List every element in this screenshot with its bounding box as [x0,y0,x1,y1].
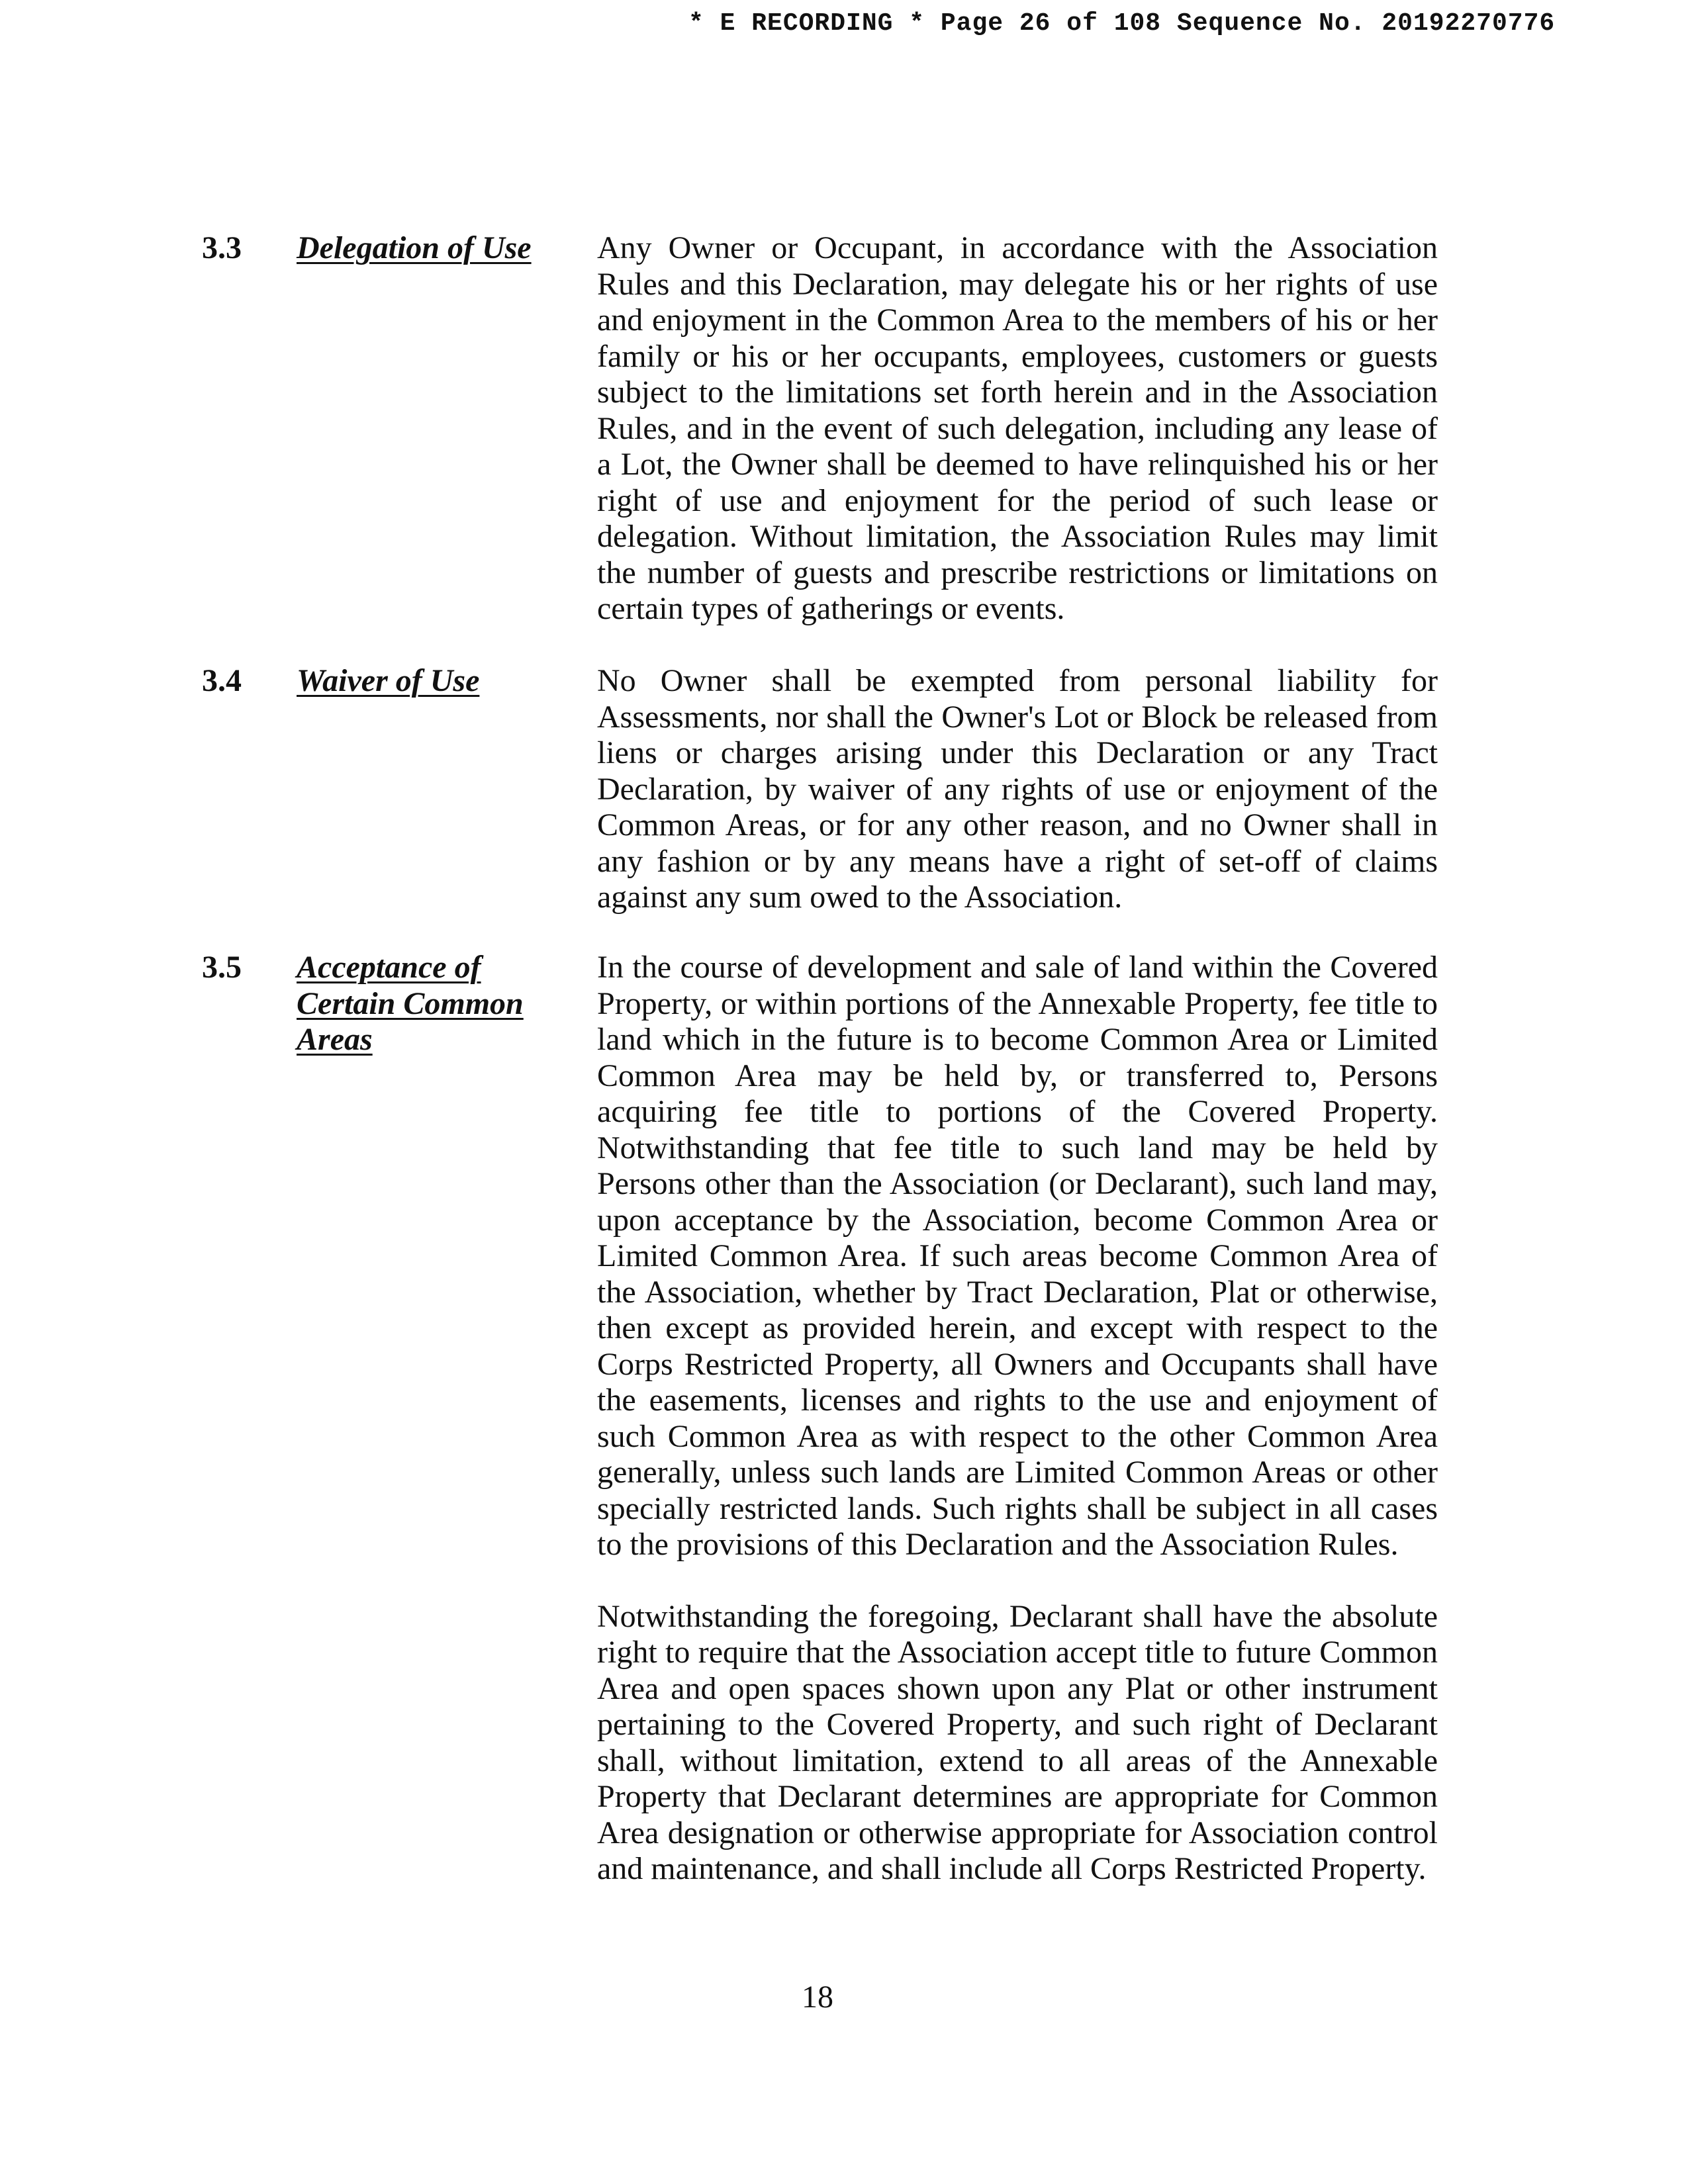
recording-header: * E RECORDING * Page 26 of 108 Sequence No. 20192270776 [688,9,1556,38]
section-paragraph: In the course of development and sale of land within the Covered Property, or within portions of the Annexable Property, fee title to land which in the future is to become Common Area or Limited Common Area may be held by, or transferred to, Persons acquiring fee title to portions of the Covered Property. Notwithstanding that fee title to such land may be held by Persons other than the Association (or Declarant), such land may, upon acceptance by the Association, become Common Area or Limited Common Area. If such areas become Common Area of the Association, whether by Tract Declaration, Plat or otherwise, then except as provided herein, and except with respect to the Corps Restricted Property, all Owners and Occupants shall have the easements, licenses and rights to the use and enjoyment of such Common Area as with respect to the other Common Area generally, unless such lands are Limited Common Areas or other specially restricted lands. Such rights shall be subject in all cases to the provisions of this Declaration and the Association Rules. [597,950,1438,1562]
section-title: Delegation of Use [297,230,532,265]
section-body [597,950,1438,1888]
section-title: Acceptance of Certain Common Areas [297,950,524,1057]
section-title: Waiver of Use [297,663,480,698]
section-number: 3.4 [202,663,242,698]
section-paragraph: No Owner shall be exempted from personal liability for Assessments, nor shall the Owner's Lot or Block be released from liens or charges arising under this Declaration or any Tract Declaration, by waiver of any rights of use or enjoyment of the Common Areas, or for any other reason, and no Owner shall in any fashion or by any means have a right of set-off of claims against any sum owed to the Association. [597,663,1438,915]
section-body [597,230,1438,627]
section-number: 3.5 [202,950,242,985]
page-number-label: 18 [802,1979,833,2015]
section-number: 3.3 [202,230,242,265]
section-body [597,663,1438,916]
page-number [0,1979,1688,2015]
section-paragraph: Notwithstanding the foregoing, Declarant shall have the absolute right to require that the Association accept title to future Common Area and open spaces shown upon any Plat or other instrument pertaining to the Covered Property, and such right of Declarant shall, without limitation, extend to all areas of the Annexable Property that Declarant determines are appropriate for Common Area designation or otherwise appropriate for Association control and maintenance, and shall include all Corps Restricted Property. [597,1598,1438,1886]
section-paragraph: Any Owner or Occupant, in accordance with the Association Rules and this Declaration, may delegate his or her rights of use and enjoyment in the Common Area to the members of his or her family or his or her occupants, employees, customers or guests subject to the limitations set forth herein and in the Association Rules, and in the event of such delegation, including any lease of a Lot, the Owner shall be deemed to have relinquished his or her right of use and enjoyment for the period of such lease or delegation. Without limitation, the Association Rules may limit the number of guests and prescribe restrictions or limitations on certain types of gatherings or events. [597,230,1438,626]
